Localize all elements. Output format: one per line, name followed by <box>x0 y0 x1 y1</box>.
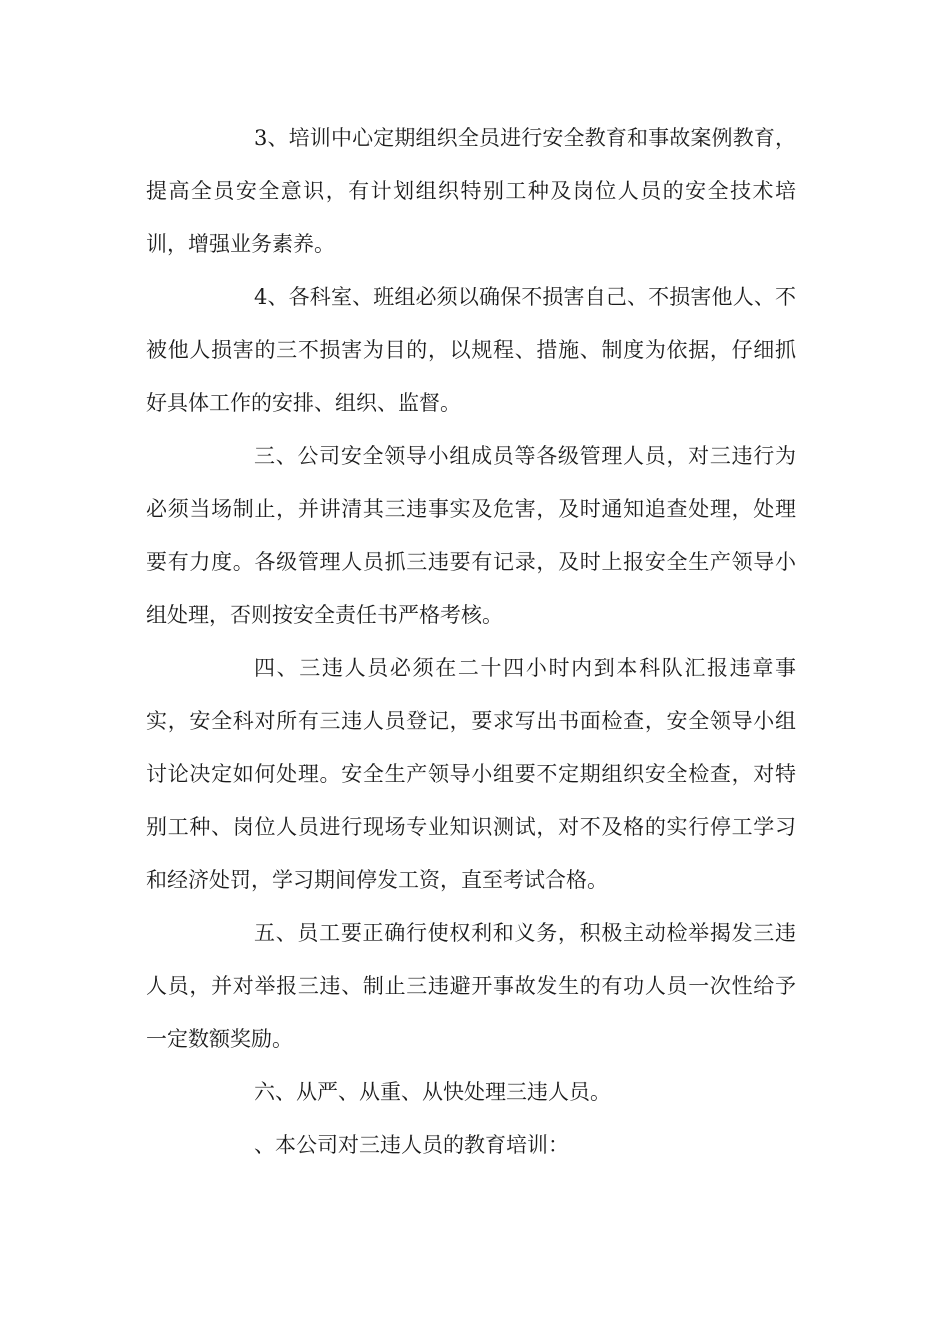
paragraph-section-four: 四、三违人员必须在二十四小时内到本科队汇报违章事实，安全科对所有三违人员登记，要求写出书面检查，安全领导小组讨论决定如何处理。安全生产领导小组要不定期组织安全检查，对特别工种、岗位人员进行现场专业知识测试，对不及格的实行停工学习和经济处罚，学习期间停发工资，直至考试合格。 <box>146 656 796 892</box>
paragraph-education-training: 、本公司对三违人员的教育培训： <box>254 1133 569 1157</box>
paragraph-section-six: 六、从严、从重、从快处理三违人员。 <box>254 1080 611 1104</box>
paragraph-section-three: 三、公司安全领导小组成员等各级管理人员，对三违行为必须当场制止，并讲清其三违事实及危害，及时通知追查处理，处理要有力度。各级管理人员抓三违要有记录，及时上报安全生产领导小组处理，否则按安全责任书严格考核。 <box>146 444 796 627</box>
document-page <box>146 112 796 1172</box>
paragraph-departments: 4、各科室、班组必须以确保不损害自己、不损害他人、不被他人损害的三不损害为目的，以规程、措施、制度为依据，仔细抓好具体工作的安排、组织、监督。 <box>146 285 796 415</box>
paragraph-section-five: 五、员工要正确行使权利和义务，积极主动检举揭发三违人员，并对举报三违、制止三违避开事故发生的有功人员一次性给予一定数额奖励。 <box>146 921 796 1051</box>
paragraph-training-center: 3、培训中心定期组织全员进行安全教育和事故案例教育，提高全员安全意识，有计划组织特别工种及岗位人员的安全技术培训，增强业务素养。 <box>146 126 796 256</box>
